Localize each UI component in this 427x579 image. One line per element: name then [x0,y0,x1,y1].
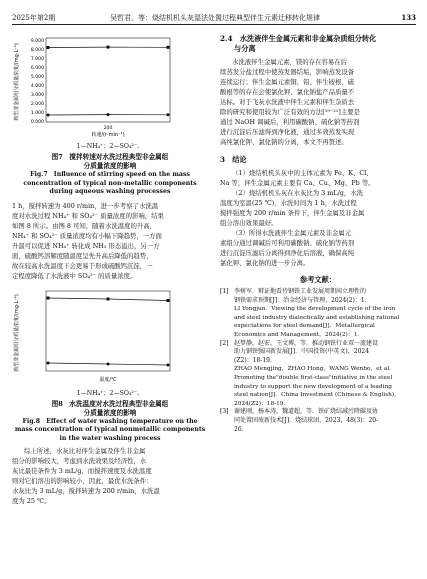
fig7-ytick: 5.000 [30,75,44,80]
text-line: 定程度降低了水洗液中 SO₄²⁻ 的质量浓度。 [12,271,137,280]
text-line: 水洗液伴生金属元素，镁的存在容易在后 [232,58,348,66]
text-line: NH₄⁺ 和 SO₄²⁻ 质量浓度均有小幅下降趋势，一方面 [12,231,162,240]
text-line: 达标。对于飞灰水洗液中伴生元素和伴生杂质去 [220,98,355,106]
fig7-xlabel: 转速/(r·min⁻¹) [91,132,125,138]
fig7-ytick: 8.000 [30,48,44,53]
text-line: 面，硫酸钙溶解度随温度呈先升高后降低的趋势， [12,251,153,260]
text-line: （2）烧结机机头灰在水灰比为 3 mL/g，水洗 [232,189,363,197]
fig7-yticks [31,38,44,125]
fig8-point [107,362,110,365]
fig7-point [107,113,110,116]
text-line: 故在较高水洗温度下会更易于形成硫酸钙沉淀，一 [12,261,153,270]
figure-8 [12,285,208,444]
text-line: 氯化钾、氯化钠的进一步分离。 [220,259,310,267]
text-line: 进行沉淀压滤后分离得到净化后溶液，确保高纯 [220,249,355,257]
right-column [220,30,416,434]
text-line: （3）所得水洗液伴生金属元素及非金属元 [232,229,352,237]
text-line: 除的研究和使用较为广泛有效的方法[¹⁹⁻²¹]主要是 [220,108,361,116]
ref-line: steel nation[J]．China Investment (Chinese & English)， [234,392,400,399]
figure-7 [12,30,208,197]
ref-line: 助力钢铁强国新发展[J]．中国投资(中英文)，2024 [234,348,370,356]
caption-line: 分质量浓度的影响 [83,162,137,170]
section-2-4-heading [220,34,416,54]
text-line: 温度为室温(25 ℃)，水洗时间为 1 h，水洗过程 [220,199,357,207]
ref-line: 谢建刚，杨本涛，魏道超，等．铁矿烧结减污降碳及协 [234,408,379,416]
conclusions [220,168,416,268]
ref-line: 李树军．辩证地看待钢铁工业发展周期间立理性的 [234,288,367,295]
text-line: 水灰比为 3 mL/g，搅拌转速为 200 r/min，水洗温 [12,487,160,495]
fig7-ytick: 3.000 [30,93,44,98]
fig7-point [167,113,170,116]
fig8-ylabel: 典型非金属组分质量浓度/(mg·L⁻¹) [14,293,20,372]
text-line: 进行沉淀后压滤得到净化液，通过多效蒸发实现 [220,128,355,136]
figure-8-chart [12,285,208,385]
ref-line: 同处置固废新技术[J]．烧结球团，2023，48(3)：20- [234,416,379,424]
fig7-ytick: 2.000 [30,102,44,107]
left-paragraph-1 [12,201,208,281]
text-line: 综上所述，水灰比对伴生金属及伴生非金属 [24,447,146,455]
fig7-point [167,46,170,49]
heading-line: 2.4 水洗液伴生金属元素和非金属杂质组分转化 [220,34,377,43]
fig8-xlabel: 温度/℃ [99,376,117,383]
caption-line: Fig.8 Effect of water washing temperature on the [22,417,198,425]
ref-line: 钢铁需求预期[J]．冶金经济与管理，2024(2)：1. [234,296,367,304]
text-line: 连续运行；伴生金属元素铜、铅、伴生铵根、硫 [220,78,355,86]
page-number: 133 [401,13,416,22]
caption-line: 图8 水洗温度对水洗过程典型非金属组 [51,399,169,408]
page-header [12,10,416,25]
fig7-ylabel: 典型非金属组分质量浓度/(mg·L⁻¹) [14,43,20,121]
caption-line: Fig.7 Influence of stirring speed on the mass [30,171,190,178]
text-line: 1 h，搅拌转速为 400 r/min，进一步考察了水洗温 [12,201,159,210]
ref-line: 2024(Z2)：18-19. [234,400,286,407]
fig7-ytick: 1.000 [30,111,44,116]
text-line: 组分的影响较大，考虑到水洗效果及经济性，水 [12,457,147,465]
fig7-xtick: 200 [103,126,113,131]
reference-number: [2] [220,339,229,347]
text-line: 则对它们溶出的影响较小，因此，最优水洗条件： [12,477,153,485]
fig8-point [107,297,110,300]
text-line: Na 等，伴生金属元素主要有 Ca、Cu、Mg、Pb 等。 [220,179,375,187]
fig7-ytick: 9.000 [30,39,44,44]
reference-number: [3] [220,408,229,416]
fig8-point [167,299,170,302]
fig7-plot-frame [46,38,170,122]
caption-line: in the water washing process [59,434,161,442]
fig8-caption-en [12,418,208,444]
text-line: 通过 NaOH 调碱后，利用碳酸钠、硫化钠等药剂 [220,118,360,126]
text-line: 高纯氯化钾、氯化钠的分离，本文不再赘述。 [220,138,348,146]
caption-line: mass concentration of typical nonmetallic components [14,426,206,433]
text-line: 组分溶出效果最好。 [220,219,278,227]
fig8-legend: 1—NH₄⁺；2—SO₄²⁻。 [76,389,144,397]
fig7-caption-cn [12,153,208,171]
caption-line: 分质量浓度的影响 [83,408,137,417]
running-title: 吴哲君，等：烧结机机头灰湿法处置过程典型伴生元素迁移转化规律 [110,14,320,22]
caption-line: concentration of typical non-metallic components [23,179,197,187]
figure-7-chart [12,30,208,138]
text-line: 度为 25 ℃。 [12,497,51,505]
ref-line: (Z2)：18-19. [234,356,272,364]
section-2-4-body [220,57,416,147]
fig8-point [47,296,50,299]
fig8-point [47,361,50,364]
caption-line: during aqueous washing processes [49,188,171,195]
fig8-caption-cn [12,400,208,418]
fig7-point [47,46,50,49]
text-line: 灰比最佳条件为 3 mL/g，而搅拌速度及水洗温度 [12,467,152,475]
fig7-point [107,46,110,49]
fig7-ytick: 7.000 [30,57,44,62]
ref-line: 赵梦静，赵宏，王文博，等．推动钢铁行业双一流建设 [234,339,379,347]
text-line: 如图 8 所示。由图 8 可知，随着水洗温度的升高， [12,221,157,230]
caption-line: 图7 搅拌转速对水洗过程典型非金属组 [51,153,169,161]
fig8-point [167,363,170,366]
ref-line: 26. [234,425,244,433]
ref-line: industry to support the new development of a leading [234,383,393,390]
fig7-legend: 1—NH₄⁺；2—SO₄²⁻。 [76,143,144,150]
text-line: 度对水洗过程 NH₄⁺ 和 SO₄²⁻ 质量浓度的影响，结果 [12,211,164,220]
ref-line: ZHAO Mengjing，ZHAO Hong，WANG Wenbo，et al. [234,366,392,373]
reference-item [220,408,416,434]
text-line: 搅拌强度为 200 r/min 条件下，伴生金属及非金属 [220,209,365,217]
text-line: 素组分通过调碱后可利用碳酸钠、硫化钠等药剂 [220,239,355,247]
ref-line: Promoting the"double first-class"initiative in the steel [234,374,393,381]
heading-line: 与分离 [234,44,256,53]
text-line: 升温可以促进 NH₄⁺ 转化成 NH₃ 形态溢出，另一方 [12,241,160,250]
reference-item [220,288,416,340]
reference-number: [1] [220,288,229,295]
fig7-ytick: 6.000 [30,66,44,71]
journal-issue: 2025年第2期 [12,14,56,22]
ref-line: expectations for steel demand[J]．Metallurgical [234,323,375,330]
section-3-heading: 3 结论 [220,155,247,164]
fig7-caption-en [12,171,208,197]
ref-line: LI Yongjun．Viewing the development cycle of the iron [234,306,396,313]
ref-line: and steel industry dialectically and establishing rational [234,314,400,321]
fig7-ytick: 4.000 [30,84,44,89]
fig7-ytick: 0.000 [30,120,44,125]
fig7-point [47,114,50,117]
fig8-plot-frame [46,291,170,371]
reference-item [220,340,416,409]
left-paragraph-2 [12,446,208,506]
ref-line: Economics and Management，2024(2)：1. [234,331,360,338]
text-line: （1）烧结机机头灰中的主体元素为 Fe、K、Cl、 [232,169,373,177]
text-line: 续蒸发分盐过程中使蒸发器结垢，影响蒸发设备 [220,68,355,76]
reference-list [220,288,416,434]
references-heading: 参考文献： [300,275,336,284]
text-line: 酸根等的存在会使氯化钾、氯化钠盐产品质量不 [220,88,355,96]
left-column [12,30,208,506]
